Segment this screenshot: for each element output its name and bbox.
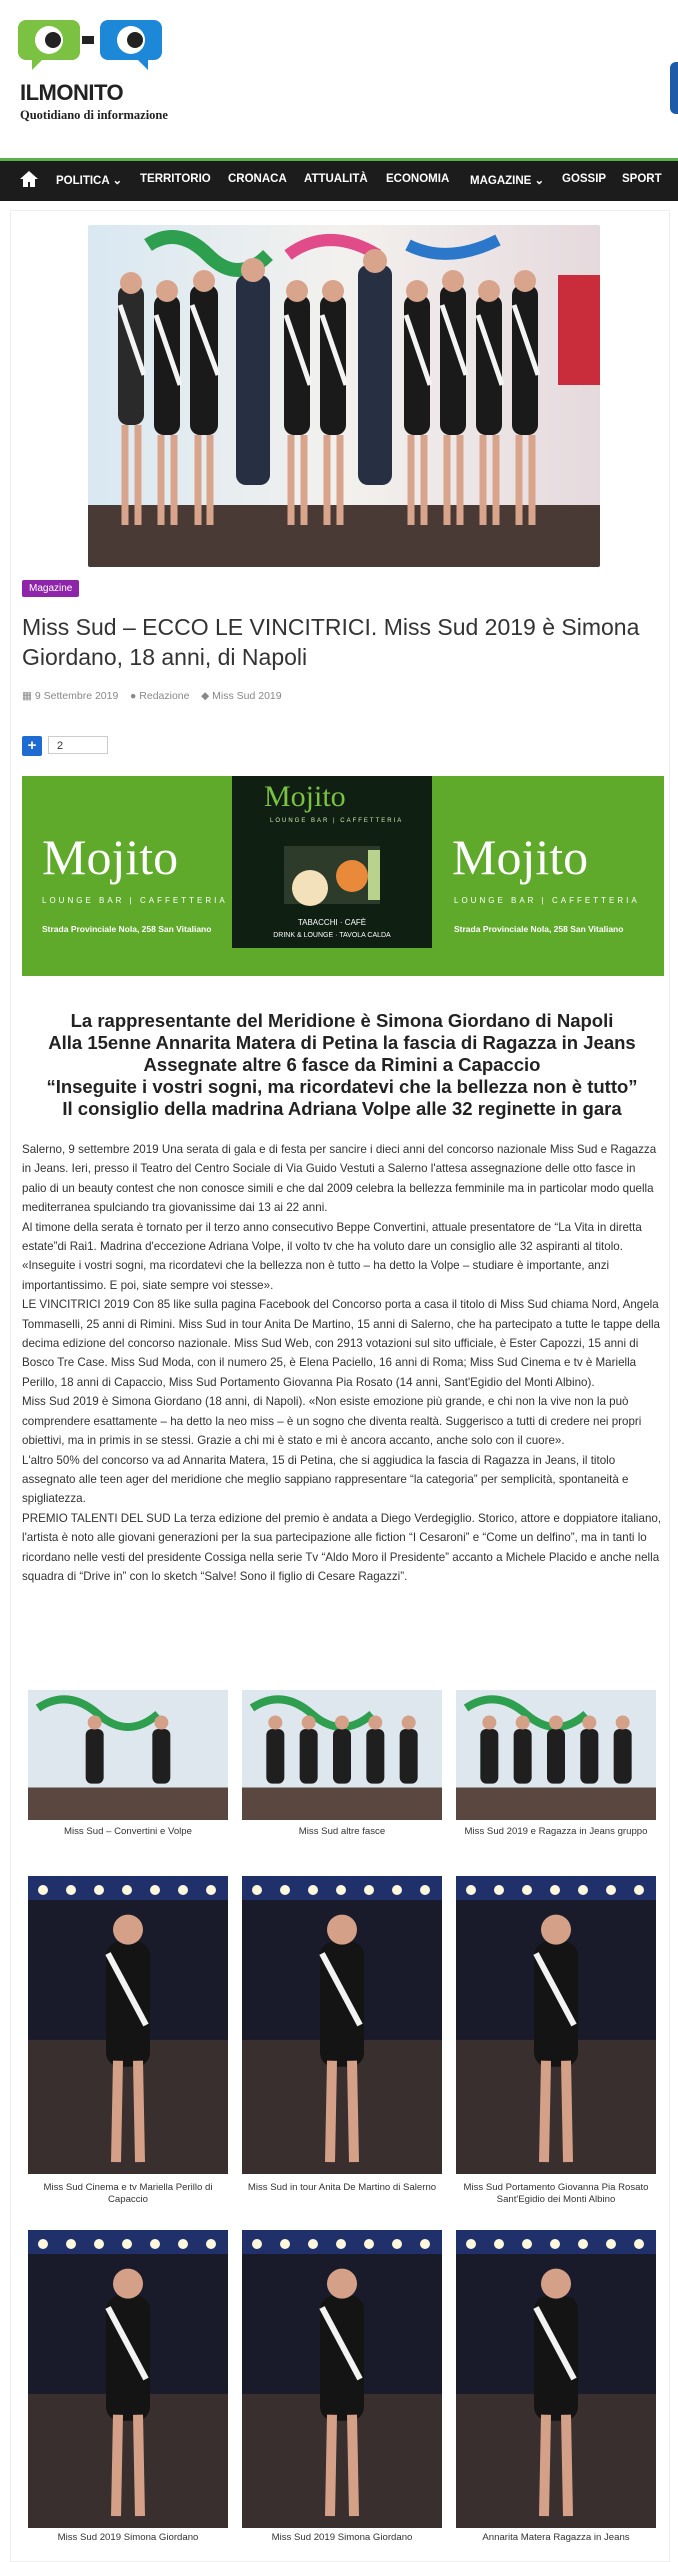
- gallery-thumbnail[interactable]: [28, 1876, 228, 2174]
- gallery-caption: Miss Sud 2019 Simona Giordano: [271, 2532, 413, 2543]
- user-icon: ●: [130, 690, 137, 702]
- site-logo[interactable]: [18, 14, 188, 84]
- banner-brand-right: Mojito: [452, 829, 589, 885]
- banner-services-1: TABACCHI · CAFÈ: [297, 918, 367, 927]
- subheading-line: “Inseguite i vostri sogni, ma ricordatevi che la bellezza non è tutto”: [46, 1076, 638, 1097]
- banner-address-left: Strada Provinciale Nola, 258 San Vitaliano: [42, 924, 212, 934]
- gallery-thumbnail[interactable]: [456, 2230, 656, 2528]
- share-count: 2: [48, 736, 108, 754]
- gallery-caption: Miss Sud in tour Anita De Martino di Salerno: [247, 2182, 437, 2193]
- gallery-thumbnail[interactable]: [28, 2230, 228, 2528]
- article-author[interactable]: Redazione: [139, 690, 190, 702]
- nav-item-magazine[interactable]: MAGAZINE ⌄: [470, 175, 545, 187]
- gallery-caption: Annarita Matera Ragazza in Jeans: [482, 2532, 630, 2543]
- article-subheadings: [22, 1010, 662, 1120]
- gallery-caption: Miss Sud 2019 Simona Giordano: [57, 2532, 199, 2543]
- article-tag[interactable]: Miss Sud 2019: [212, 690, 282, 702]
- side-tab[interactable]: [670, 62, 678, 114]
- article-paragraph: L'altro 50% del concorso va ad Annarita Matera, 15 di Petina, che si aggiudica la fascia di Ragazza in Jeans, il titolo assegnato alle teen ager del meridione che meglio sappiano rappresentare “la categoria” per semplicità, spontaneità e spigliatezza.: [22, 1453, 629, 1506]
- article-paragraph: Miss Sud 2019 è Simona Giordano (18 anni, di Napoli). «Non esiste emozione più grande, e chi non la vive non la può comprendere esattamente – ha detto la neo miss – è un sogno che diventa realtà. Suggerisco a tutti di credere nei propri obiettivi, ma in primis in se stessi. Grazie a chi mi è stato e mi è ancora accanto, anche solo con il cuore».: [22, 1395, 642, 1448]
- gallery-thumbnail[interactable]: [28, 1690, 228, 1820]
- banner-brand-left: Mojito: [42, 829, 179, 885]
- article-paragraph: LE VINCITRICI 2019 Con 85 like sulla pagina Facebook del Concorso porta a casa il titolo di Miss Sud chiama Nord, Angela Tommaselli, 25 anni di Rimini. Miss Sud in tour Anita De Martino, 15 anni di Salerno, che ha partecipato a tutte le tappe della decima edizione del concorso nazionale. Miss Sud Web, con 2913 votazioni sul sito ufficiale, è Ester Capozzi, 15 anni di Bosco Tre Case. Miss Sud Moda, con il numero 25, è Elena Paciello, 16 anni di Roma; Miss Sud Cinema e tv è Mariella Perillo, 18 anni di Capaccio, Miss Sud Portamento Giovanna Pia Rosato (14 anni, Sant'Egidio del Monti Albino).: [22, 1298, 661, 1389]
- nav-item-sport[interactable]: SPORT: [622, 173, 662, 185]
- tag-icon: ◆: [201, 690, 210, 702]
- gallery-thumbnail[interactable]: [242, 1876, 442, 2174]
- chevron-down-icon: ⌄: [112, 175, 123, 187]
- gallery-caption: Miss Sud Cinema e tv Mariella Perillo di Capaccio: [43, 2182, 213, 2205]
- share-plus-button[interactable]: +: [22, 736, 42, 756]
- article-paragraph: Salerno, 9 settembre 2019 Una serata di gala e di festa per sancire i dieci anni del concorso nazionale Miss Sud e Ragazza in Jeans. Ieri, presso il Teatro del Centro Sociale di Via Guido Vestuti a Salerno l'attesa assegnazione delle otto fasce in palio di un beauty contest che non conosce simili e che dal 2009 celebra la bellezza femminile ma in particolar modo quella mediterranea spulciando tra giovanissime dai 13 ai 22 anni.: [22, 1143, 657, 1215]
- site-tagline: Quotidiano di informazione: [20, 108, 168, 122]
- gallery-thumbnail[interactable]: [242, 2230, 442, 2528]
- article-title: Miss Sud – ECCO LE VINCITRICI. Miss Sud 2019 è Simona Giordano, 18 anni, di Napoli: [22, 614, 640, 670]
- nav-item-cronaca[interactable]: CRONACA: [228, 173, 287, 185]
- gallery-thumbnail[interactable]: [456, 1690, 656, 1820]
- gallery-caption: Miss Sud 2019 e Ragazza in Jeans gruppo: [464, 1826, 648, 1837]
- main-navbar: [0, 158, 678, 201]
- hero-image[interactable]: [88, 225, 600, 567]
- gallery-caption: Miss Sud altre fasce: [298, 1826, 386, 1837]
- article-meta: [22, 690, 282, 702]
- gallery-caption: Miss Sud Portamento Giovanna Pia Rosato Sant'Egidio dei Monti Albino: [463, 2182, 649, 2205]
- calendar-icon: ▦: [22, 690, 32, 702]
- mojito-banner-ad[interactable]: [22, 776, 664, 976]
- banner-services-2: DRINK & LOUNGE · TAVOLA CALDA: [273, 932, 391, 939]
- article-paragraph: PREMIO TALENTI DEL SUD La terza edizione del premio è andata a Diego Verdegiglio. Storico, attore e doppiatore italiano, l'artista è noto alle giovani generazioni per la sua partecipazione alle fiction “I Cesaroni” e “Come un delfino”, ma in tanti lo ricordano nelle vesti del presidente Cossiga nella serie Tv “Aldo Moro il Presidente” accanto a Michele Placido e anche nella squadra di “Drive in” con lo sketch “Salve! Sono il figlio di Cesare Ragazzi”.: [22, 1511, 662, 1583]
- nav-item-gossip[interactable]: GOSSIP: [562, 173, 607, 185]
- subheading-line: La rappresentante del Meridione è Simona Giordano di Napoli: [70, 1010, 614, 1031]
- nav-item-economia[interactable]: ECONOMIA: [386, 173, 450, 185]
- nav-item-politica[interactable]: POLITICA ⌄: [56, 175, 123, 187]
- banner-tagline-left: LOUNGE BAR | CAFFETTERIA: [42, 896, 228, 905]
- chevron-down-icon: ⌄: [534, 175, 545, 187]
- gallery-thumbnail[interactable]: [242, 1690, 442, 1820]
- nav-item-attualita[interactable]: ATTUALITÀ: [304, 173, 368, 185]
- article-paragraph: Al timone della serata è tornato per il terzo anno consecutivo Beppe Convertini, attuale presentatore de “La Vita in diretta estate”di Rai1. Madrina d'eccezione Adriana Volpe, il volto tv che ha voluto dare un consiglio alle 32 aspiranti al titolo. «Inseguite i vostri sogni, ma ricordatevi che la bellezza non è tutto – ha detto la Volpe – studiare è importante, anzi importantissimo. E poi, siate sempre voi stesse».: [22, 1220, 642, 1292]
- banner-address-right: Strada Provinciale Nola, 258 San Vitaliano: [454, 924, 624, 934]
- article-date[interactable]: 9 Settembre 2019: [34, 690, 119, 702]
- site-name[interactable]: ILMONITO: [20, 80, 124, 105]
- subheading-line: Alla 15enne Annarita Matera di Petina la fascia di Ragazza in Jeans: [48, 1032, 636, 1053]
- banner-tagline-right: LOUNGE BAR | CAFFETTERIA: [454, 896, 640, 905]
- gallery-caption: Miss Sud – Convertini e Volpe: [64, 1826, 192, 1837]
- gallery-thumbnail[interactable]: [456, 1876, 656, 2174]
- subheading-line: Il consiglio della madrina Adriana Volpe alle 32 reginette in gara: [62, 1098, 622, 1119]
- site-header: [0, 0, 678, 156]
- category-badge[interactable]: Magazine: [22, 580, 79, 597]
- subheading-line: Assegnate altre 6 fasce da Rimini a Capaccio: [143, 1054, 541, 1075]
- article-body: [22, 1140, 662, 1586]
- banner-tagline-center: LOUNGE BAR | CAFFETTERIA: [270, 818, 404, 824]
- banner-brand-center: Mojito: [264, 780, 346, 813]
- home-icon[interactable]: [18, 168, 40, 190]
- nav-item-territorio[interactable]: TERRITORIO: [140, 173, 211, 185]
